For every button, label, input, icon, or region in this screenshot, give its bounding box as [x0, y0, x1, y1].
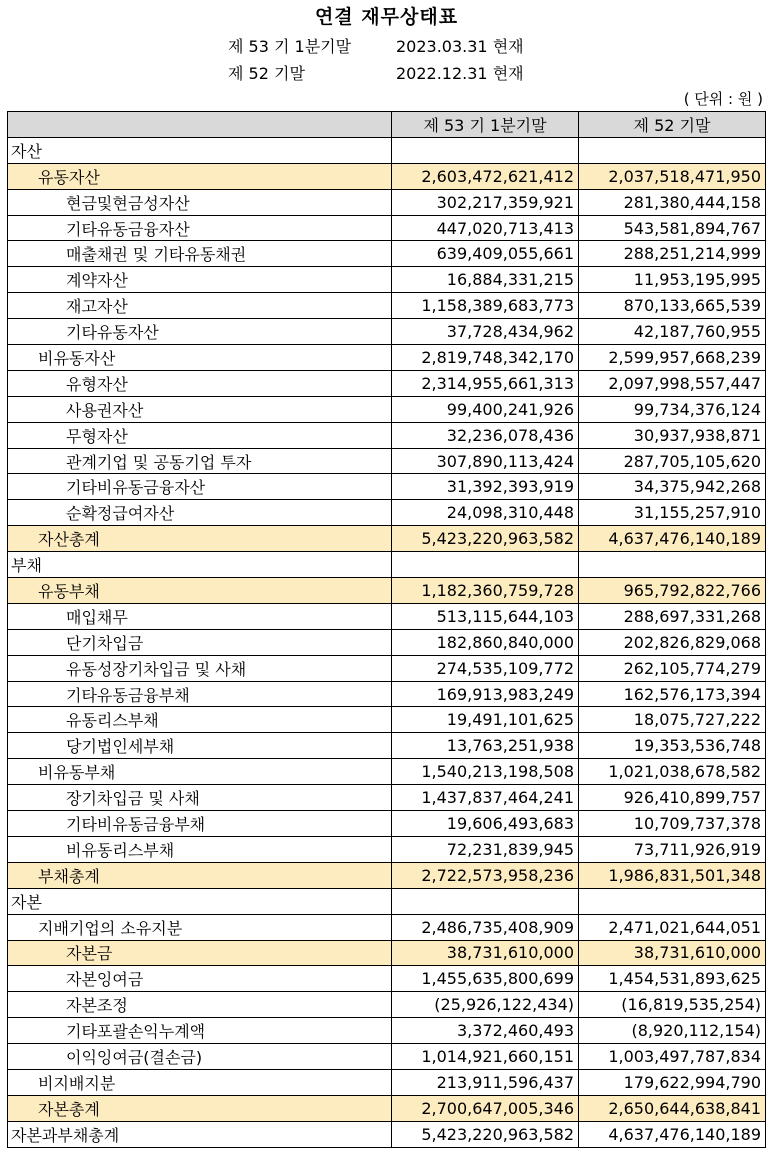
prior-period-value: 202,826,829,068 [579, 629, 766, 655]
period-prior-label: 제 52 기말 [228, 64, 305, 83]
table-row [8, 293, 766, 319]
prior-period-value [579, 137, 766, 163]
table-body [8, 137, 766, 1147]
current-period-value: 2,314,955,661,313 [392, 370, 579, 396]
current-period-value: 639,409,055,661 [392, 241, 579, 267]
prior-period-value: 2,650,644,638,841 [579, 1095, 766, 1121]
account-label: 관계기업 및 공동기업 투자 [8, 448, 392, 474]
table-row [8, 215, 766, 241]
table-row [8, 914, 766, 940]
table-row [8, 759, 766, 785]
current-period-value: 302,217,359,921 [392, 189, 579, 215]
current-period-value [392, 888, 579, 914]
current-period-value: 72,231,839,945 [392, 836, 579, 862]
prior-period-value: 1,986,831,501,348 [579, 862, 766, 888]
account-label: 매입채무 [8, 603, 392, 629]
current-period-value: 38,731,610,000 [392, 940, 579, 966]
prior-period-value: 179,622,994,790 [579, 1069, 766, 1095]
prior-period-value: 1,454,531,893,625 [579, 966, 766, 992]
account-label: 사용권자산 [8, 396, 392, 422]
table-row [8, 940, 766, 966]
page-title: 연결 재무상태표 [314, 6, 459, 28]
current-period-value: 182,860,840,000 [392, 629, 579, 655]
table-row [8, 578, 766, 604]
current-period-value: 2,819,748,342,170 [392, 345, 579, 371]
current-period-value [392, 552, 579, 578]
table-row [8, 552, 766, 578]
current-period-value: 307,890,113,424 [392, 448, 579, 474]
prior-period-value: 31,155,257,910 [579, 500, 766, 526]
account-label: 비유동부채 [8, 759, 392, 785]
current-period-value: 1,455,635,800,699 [392, 966, 579, 992]
table-row [8, 448, 766, 474]
current-period-value: 1,437,837,464,241 [392, 785, 579, 811]
prior-period-value: 281,380,444,158 [579, 189, 766, 215]
account-label: 현금및현금성자산 [8, 189, 392, 215]
current-period-value: 1,158,389,683,773 [392, 293, 579, 319]
table-row [8, 345, 766, 371]
table-row [8, 319, 766, 345]
current-period-value: 32,236,078,436 [392, 422, 579, 448]
current-period-value: 274,535,109,772 [392, 655, 579, 681]
table-row [8, 836, 766, 862]
account-label: 비지배지분 [8, 1069, 392, 1095]
account-label: 자본 [8, 888, 392, 914]
prior-period-value: 2,097,998,557,447 [579, 370, 766, 396]
prior-period-value: 73,711,926,919 [579, 836, 766, 862]
prior-period-value: 42,187,760,955 [579, 319, 766, 345]
prior-period-value: 287,705,105,620 [579, 448, 766, 474]
prior-period-value: 4,637,476,140,189 [579, 1121, 766, 1147]
account-label: 장기차입금 및 사채 [8, 785, 392, 811]
account-label: 계약자산 [8, 267, 392, 293]
account-label: 자본조정 [8, 992, 392, 1018]
prior-period-value: 19,353,536,748 [579, 733, 766, 759]
account-label: 단기차입금 [8, 629, 392, 655]
current-period-value: 2,722,573,958,236 [392, 862, 579, 888]
prior-period-value: 162,576,173,394 [579, 681, 766, 707]
current-period-value: 213,911,596,437 [392, 1069, 579, 1095]
table-row [8, 267, 766, 293]
current-period-value: 19,491,101,625 [392, 707, 579, 733]
account-label: 자산 [8, 137, 392, 163]
current-period-value: (25,926,122,434) [392, 992, 579, 1018]
current-period-value: 513,115,644,103 [392, 603, 579, 629]
prior-period-value: (16,819,535,254) [579, 992, 766, 1018]
current-period-value: 3,372,460,493 [392, 1018, 579, 1044]
table-row [8, 422, 766, 448]
prior-period-value: 99,734,376,124 [579, 396, 766, 422]
current-period-value: 13,763,251,938 [392, 733, 579, 759]
account-label: 유동자산 [8, 163, 392, 189]
prior-period-value: 262,105,774,279 [579, 655, 766, 681]
header-prior-period: 제 52 기말 [579, 112, 766, 138]
current-period-value: 1,014,921,660,151 [392, 1044, 579, 1070]
table-row [8, 1044, 766, 1070]
account-label: 유동리스부채 [8, 707, 392, 733]
account-label: 기타비유동금융부채 [8, 811, 392, 837]
account-label: 지배기업의 소유지분 [8, 914, 392, 940]
prior-period-value: 1,021,038,678,582 [579, 759, 766, 785]
account-label: 유동성장기차입금 및 사채 [8, 655, 392, 681]
table-row [8, 1121, 766, 1147]
current-period-value: 169,913,983,249 [392, 681, 579, 707]
prior-period-value: 2,471,021,644,051 [579, 914, 766, 940]
table-row [8, 1095, 766, 1121]
prior-period-value: 11,953,195,995 [579, 267, 766, 293]
table-row [8, 1018, 766, 1044]
prior-period-value: 2,599,957,668,239 [579, 345, 766, 371]
account-label: 비유동자산 [8, 345, 392, 371]
account-label: 기타유동금융부채 [8, 681, 392, 707]
prior-period-value: (8,920,112,154) [579, 1018, 766, 1044]
current-period-value: 16,884,331,215 [392, 267, 579, 293]
account-label: 자본잉여금 [8, 966, 392, 992]
account-label: 자본금 [8, 940, 392, 966]
prior-period-value: 870,133,665,539 [579, 293, 766, 319]
table-row [8, 603, 766, 629]
unit-label: ( 단위 : 원 ) [683, 90, 763, 108]
header-account [8, 112, 392, 138]
header-current-period: 제 53 기 1분기말 [392, 112, 579, 138]
table-row [8, 241, 766, 267]
table-row [8, 163, 766, 189]
account-label: 부채총계 [8, 862, 392, 888]
account-label: 순확정급여자산 [8, 500, 392, 526]
account-label: 부채 [8, 552, 392, 578]
current-period-value: 31,392,393,919 [392, 474, 579, 500]
current-period-value: 447,020,713,413 [392, 215, 579, 241]
table-row [8, 474, 766, 500]
current-period-value: 24,098,310,448 [392, 500, 579, 526]
prior-period-value [579, 552, 766, 578]
prior-period-value: 10,709,737,378 [579, 811, 766, 837]
period-prior-date: 2022.12.31 현재 [396, 64, 524, 83]
balance-sheet-table [7, 111, 766, 1148]
prior-period-value: 288,251,214,999 [579, 241, 766, 267]
table-row [8, 733, 766, 759]
account-label: 기타유동금융자산 [8, 215, 392, 241]
table-row [8, 888, 766, 914]
prior-period-value [579, 888, 766, 914]
table-row [8, 396, 766, 422]
prior-period-value: 2,037,518,471,950 [579, 163, 766, 189]
account-label: 무형자산 [8, 422, 392, 448]
current-period-value: 2,700,647,005,346 [392, 1095, 579, 1121]
current-period-value: 2,603,472,621,412 [392, 163, 579, 189]
table-row [8, 137, 766, 163]
table-row [8, 189, 766, 215]
table-row [8, 785, 766, 811]
current-period-value [392, 137, 579, 163]
table-row [8, 707, 766, 733]
table-row [8, 966, 766, 992]
account-label: 기타유동자산 [8, 319, 392, 345]
current-period-value: 5,423,220,963,582 [392, 526, 579, 552]
account-label: 재고자산 [8, 293, 392, 319]
current-period-value: 19,606,493,683 [392, 811, 579, 837]
account-label: 기타비유동금융자산 [8, 474, 392, 500]
current-period-value: 1,540,213,198,508 [392, 759, 579, 785]
prior-period-value: 926,410,899,757 [579, 785, 766, 811]
account-label: 이익잉여금(결손금) [8, 1044, 392, 1070]
account-label: 유동부채 [8, 578, 392, 604]
table-row [8, 655, 766, 681]
table-row [8, 862, 766, 888]
current-period-value: 5,423,220,963,582 [392, 1121, 579, 1147]
table-row [8, 811, 766, 837]
prior-period-value: 4,637,476,140,189 [579, 526, 766, 552]
prior-period-value: 38,731,610,000 [579, 940, 766, 966]
table-row [8, 1069, 766, 1095]
account-label: 유형자산 [8, 370, 392, 396]
period-current-label: 제 53 기 1분기말 [228, 37, 352, 56]
account-label: 자본과부채총계 [8, 1121, 392, 1147]
table-row [8, 500, 766, 526]
account-label: 자산총계 [8, 526, 392, 552]
current-period-value: 37,728,434,962 [392, 319, 579, 345]
prior-period-value: 30,937,938,871 [579, 422, 766, 448]
table-row [8, 370, 766, 396]
current-period-value: 99,400,241,926 [392, 396, 579, 422]
account-label: 매출채권 및 기타유동채권 [8, 241, 392, 267]
account-label: 기타포괄손익누계액 [8, 1018, 392, 1044]
prior-period-value: 965,792,822,766 [579, 578, 766, 604]
prior-period-value: 543,581,894,767 [579, 215, 766, 241]
table-row [8, 526, 766, 552]
prior-period-value: 1,003,497,787,834 [579, 1044, 766, 1070]
table-row [8, 992, 766, 1018]
period-current-date: 2023.03.31 현재 [396, 37, 524, 56]
current-period-value: 1,182,360,759,728 [392, 578, 579, 604]
prior-period-value: 34,375,942,268 [579, 474, 766, 500]
table-header-row [8, 112, 766, 138]
current-period-value: 2,486,735,408,909 [392, 914, 579, 940]
prior-period-value: 288,697,331,268 [579, 603, 766, 629]
prior-period-value: 18,075,727,222 [579, 707, 766, 733]
account-label: 비유동리스부채 [8, 836, 392, 862]
table-row [8, 629, 766, 655]
account-label: 자본총계 [8, 1095, 392, 1121]
account-label: 당기법인세부채 [8, 733, 392, 759]
table-row [8, 681, 766, 707]
